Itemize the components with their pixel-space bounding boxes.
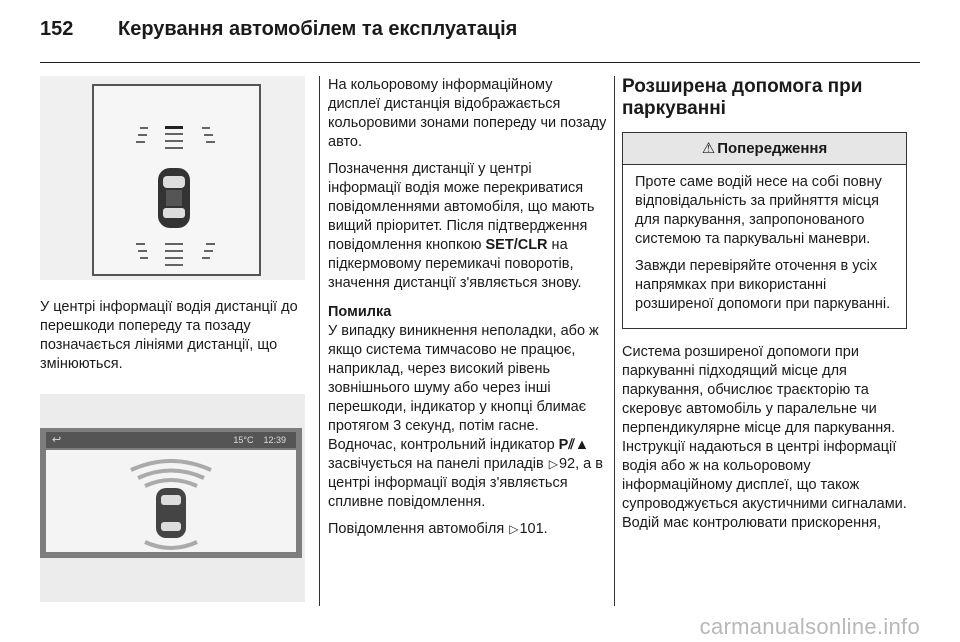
page-reference-icon: ▷ — [548, 457, 558, 471]
messages-page-ref[interactable]: 101 — [519, 521, 544, 537]
warning-box — [622, 132, 907, 329]
car-icon — [158, 168, 190, 228]
priority-paragraph: Позначення дистанції у центрі інформації водія може перекриватися повідомленнями автомобіля, що мають вищий пріоритет. Після підтвердження повідомлення кнопкою SET/CLR на підкермовому перемикачі поворотів, значення дистанції з'являється знову. — [328, 161, 595, 291]
front-distance-lines — [136, 124, 215, 148]
distance-lines-illustration — [94, 86, 259, 274]
car-topview-icon — [156, 488, 186, 538]
page-number: 152 — [40, 18, 74, 40]
advanced-parking-paragraph: Система розширеної допомоги при паркуванні підходящий місце для паркування, обчислює траєкторію та скеровує автомобіль у паралельне чи перпендикулярне місце для паркування. Інструкції надаються в центрі інформації водія або ж на кольоровому інформаційному дисплеї, що також супроводжується акустичними сигналами. Водій має контролювати прискорення, — [622, 344, 907, 531]
warning-title: Попередження — [717, 140, 828, 157]
column-2 — [328, 76, 608, 547]
parking-indicator-icon: P — [558, 437, 569, 453]
column-divider-2 — [614, 76, 615, 606]
warning-paragraph-1: Проте саме водій несе на собі повну відповідальність за прийняття місця для паркування, запропонованого системою та паркувальні маневри. — [635, 174, 882, 247]
warning-triangle-icon: ⚠ — [701, 140, 716, 157]
display-status-bar — [46, 432, 296, 448]
rear-distance-lines — [136, 244, 215, 265]
column-3 — [622, 76, 907, 541]
clock-readout: 12:39 — [263, 434, 286, 445]
temperature-readout: 15°C — [233, 434, 254, 445]
warning-body — [623, 165, 906, 328]
color-display-figure — [40, 394, 305, 602]
driver-info-figure — [40, 76, 305, 280]
warning-header — [623, 133, 906, 165]
fault-heading: Помилка — [328, 304, 392, 320]
set-clr-button-label: SET/CLR — [485, 237, 548, 253]
page-reference-icon: ▷ — [509, 522, 519, 536]
parking-zones-illustration — [46, 450, 296, 552]
rear-zones — [145, 542, 197, 548]
section-title: Розширена допомога при паркуванні — [622, 76, 863, 119]
header-rule — [40, 62, 920, 63]
parking-view — [46, 450, 296, 552]
figure1-caption: У центрі інформації водія дистанції до перешкоди попереду та позаду позначається лініями дистанції, що змінюються. — [40, 299, 298, 372]
fault-page-ref[interactable]: 92 — [558, 456, 576, 472]
column-divider-1 — [319, 76, 320, 606]
messages-paragraph: Повідомлення автомобіля ▷101. — [328, 521, 548, 537]
watermark: carmanualsonline.info — [699, 614, 920, 639]
page-title: Керування автомобілем та експлуатація — [118, 18, 518, 40]
front-zones — [131, 461, 211, 486]
color-display-paragraph: На кольоровому інформаційному дисплеї дистанція відображається кольоровими зонами попереду чи позаду авто. — [328, 77, 607, 150]
warning-paragraph-2: Завжди перевіряйте оточення в усіх напрямках при використанні розширеної допомоги при паркуванні. — [635, 258, 891, 312]
column-1 — [40, 76, 305, 602]
back-arrow-icon[interactable]: ↩ — [52, 433, 62, 446]
fault-paragraph: У випадку виникнення неполадки, або ж якщо система тимчасово не працює, наприклад, через високий рівень зовнішнього шуму або через інші перешкоди, індикатор у кнопці блимає протягом 3 секунд, потім гасне. Водночас, контрольний індикатор P⫽▲ засвічується на панелі приладів ▷92, а в центрі інформації водія з'являється спливне повідомлення. — [328, 323, 603, 510]
color-info-display — [40, 428, 302, 558]
driver-info-display — [92, 84, 261, 276]
page-header — [40, 18, 517, 48]
